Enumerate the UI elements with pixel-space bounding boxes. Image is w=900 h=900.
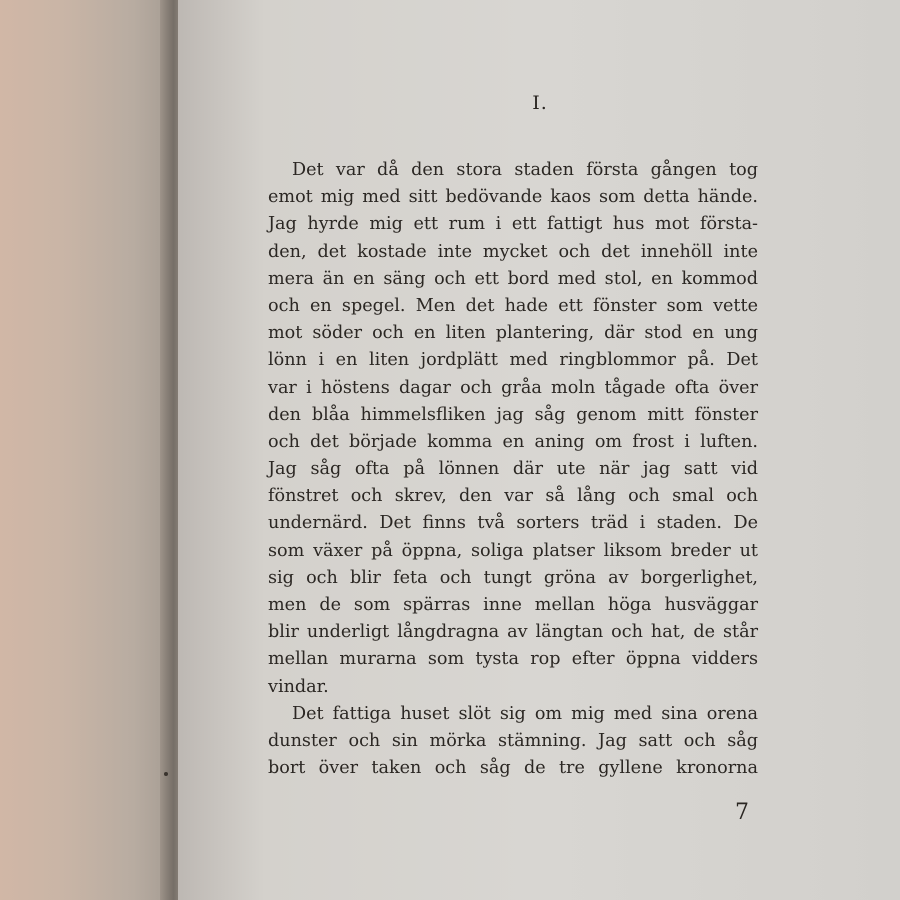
- text-line: den, det kostade inte mycket och det innehöll inte: [268, 241, 758, 262]
- text-line: och en spegel. Men det hade ett fönster som vette: [268, 295, 758, 316]
- text-line: emot mig med sitt bedövande kaos som detta hände.: [268, 187, 758, 208]
- page-number: 7: [735, 800, 749, 825]
- text-line: men de som spärras inne mellan höga husväggar: [268, 595, 758, 615]
- left-page: [0, 0, 178, 900]
- text-line: den blåa himmelsfliken jag såg genom mitt fönster: [268, 404, 758, 425]
- text-line: fönstret och skrev, den var så lång och smal och: [268, 486, 758, 507]
- chapter-heading: I.: [532, 92, 548, 114]
- text-line: Jag hyrde mig ett rum i ett fattigt hus mot förstа-: [268, 214, 758, 235]
- text-line: sig och blir feta och tungt gröna av borgerlighet,: [268, 567, 758, 588]
- body-text: [268, 157, 758, 782]
- text-line: mellan murarna som tysta rop efter öppna vidders: [268, 649, 758, 670]
- text-line: var i höstens dagar och gråa moln tågade ofta över: [268, 377, 758, 398]
- text-line: dunster och sin mörka stämning. Jag satt och såg: [268, 730, 758, 751]
- text-line: mera än en säng och ett bord med stol, en kommod: [268, 268, 758, 289]
- text-line: vindar.: [268, 676, 329, 697]
- text-line: undernärd. Det finns två sorters träd i staden. De: [268, 513, 758, 534]
- text-line: Det fattiga huset slöt sig om mig med sina orena: [292, 703, 758, 724]
- text-line: Jag såg ofta på lönnen där ute när jag satt vid: [268, 459, 758, 480]
- text-line: mot söder och en liten plantering, där stod en ung: [268, 323, 758, 344]
- page-speck: [164, 772, 168, 776]
- text-line: och det började komma en aning om frost i luften.: [268, 431, 758, 452]
- text-line: bort över taken och såg de tre gyllene kronorna: [268, 758, 758, 779]
- text-line: blir underligt långdragna av längtan och hat, de står: [268, 622, 758, 643]
- text-line: Det var då den stora staden första gången tog: [292, 160, 758, 180]
- text-line: lönn i en liten jordplätt med ringblommor på. Det: [268, 350, 758, 371]
- text-line: som växer på öppna, soliga platser liksom breder ut: [268, 540, 758, 561]
